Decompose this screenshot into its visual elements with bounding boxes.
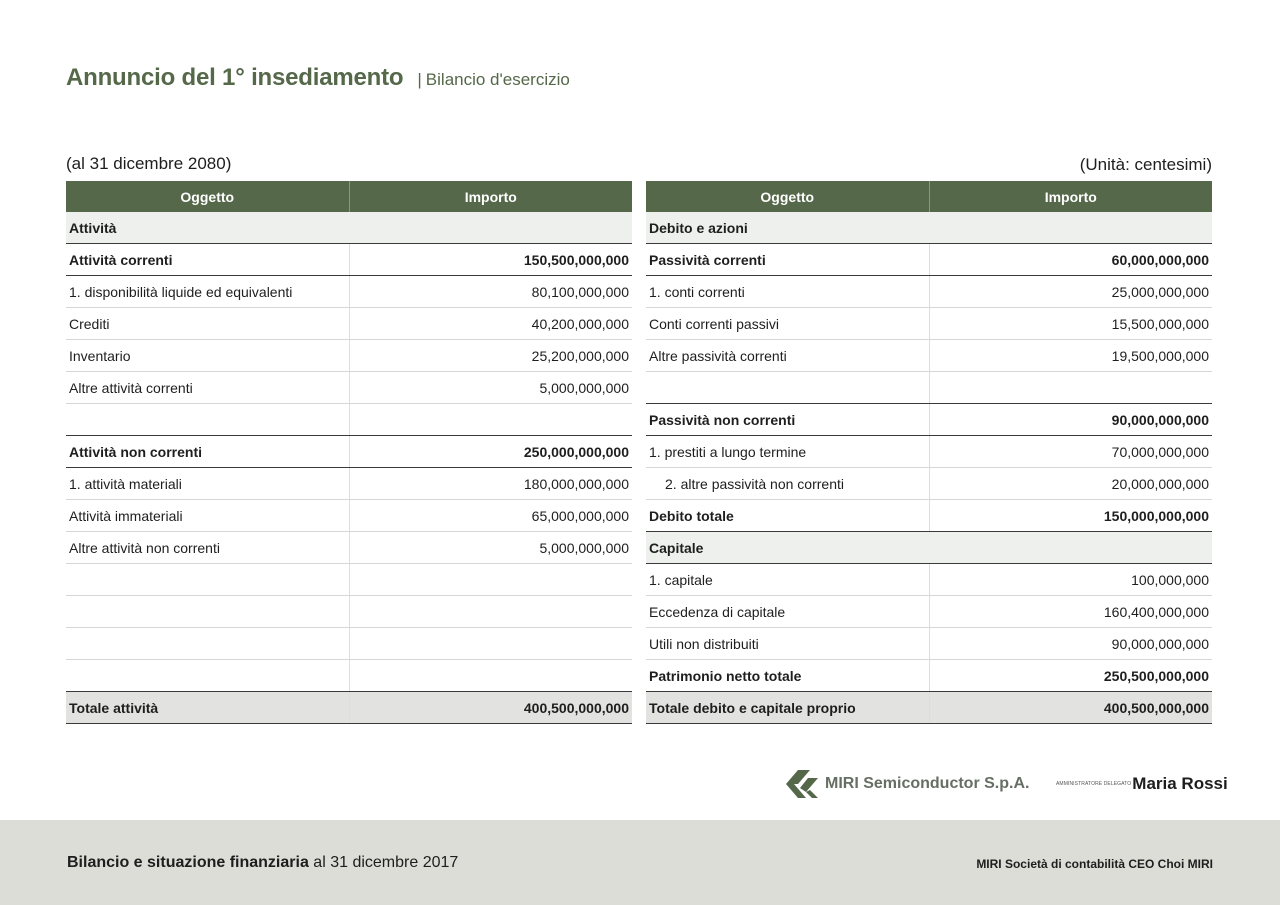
- row-amount: 400,500,000,000: [929, 692, 1212, 724]
- table-row: [646, 596, 1212, 628]
- table-row: [66, 532, 632, 564]
- row-amount: [349, 564, 632, 596]
- subtitle-separator: |: [417, 70, 422, 89]
- unit-note: (Unità: centesimi): [1079, 155, 1212, 174]
- row-amount: 400,500,000,000: [349, 692, 632, 724]
- signatory-role: AMMINISTRATORE DELEGATO: [1056, 781, 1132, 787]
- footer-title: [67, 854, 458, 872]
- table-row: [66, 404, 632, 436]
- table-row: [646, 244, 1212, 276]
- row-amount: [349, 628, 632, 660]
- row-label: Attività immateriali: [66, 500, 349, 532]
- row-amount: 25,000,000,000: [929, 276, 1212, 308]
- row-label: 1. disponibilità liquide ed equivalenti: [66, 276, 349, 308]
- row-label: [646, 372, 929, 404]
- company-name: MIRI Semiconductor S.p.A.: [825, 775, 1030, 792]
- table-row: [646, 628, 1212, 660]
- table-row: [66, 596, 632, 628]
- row-amount: 150,000,000,000: [929, 500, 1212, 532]
- row-label: 2. altre passività non correnti: [646, 468, 929, 500]
- row-amount: 250,500,000,000: [929, 660, 1212, 692]
- table-row: [646, 660, 1212, 692]
- row-amount: 20,000,000,000: [929, 468, 1212, 500]
- table-header-row: [66, 181, 632, 212]
- row-amount: 5,000,000,000: [349, 372, 632, 404]
- row-amount: 160,400,000,000: [929, 596, 1212, 628]
- miri-logo-icon: [784, 768, 820, 800]
- row-amount: 65,000,000,000: [349, 500, 632, 532]
- row-label: Debito e azioni: [646, 212, 1212, 244]
- signature-block: [1056, 774, 1228, 794]
- row-amount: [349, 404, 632, 436]
- column-header-item: Oggetto: [66, 181, 349, 212]
- page-title: Annuncio del 1° insediamento: [66, 64, 404, 91]
- page-subtitle: [417, 70, 569, 90]
- row-amount: 40,200,000,000: [349, 308, 632, 340]
- row-label: [66, 628, 349, 660]
- signatory-name: Maria Rossi: [1132, 774, 1228, 793]
- row-amount: 180,000,000,000: [349, 468, 632, 500]
- table-row: [646, 372, 1212, 404]
- table-row: [66, 212, 632, 244]
- row-label: [66, 404, 349, 436]
- row-label: [66, 660, 349, 692]
- table-row: [66, 436, 632, 468]
- liabilities-table-body: [646, 212, 1212, 724]
- footer-title-date: al 31 dicembre 2017: [313, 854, 459, 871]
- row-label: Passività correnti: [646, 244, 929, 276]
- row-amount: 60,000,000,000: [929, 244, 1212, 276]
- subtitle-text: Bilancio d'esercizio: [425, 70, 570, 89]
- row-label: Altre passività correnti: [646, 340, 929, 372]
- row-label: Attività correnti: [66, 244, 349, 276]
- row-amount: [349, 596, 632, 628]
- row-label: Attività non correnti: [66, 436, 349, 468]
- row-label: [66, 564, 349, 596]
- liabilities-equity-table: [646, 181, 1212, 724]
- table-row: [66, 276, 632, 308]
- table-row: [66, 244, 632, 276]
- row-label: Debito totale: [646, 500, 929, 532]
- table-row: [66, 628, 632, 660]
- row-amount: 90,000,000,000: [929, 404, 1212, 436]
- row-label: 1. capitale: [646, 564, 929, 596]
- row-label: [66, 596, 349, 628]
- table-row: [66, 692, 632, 724]
- table-row: [646, 340, 1212, 372]
- row-label: Capitale: [646, 532, 1212, 564]
- row-label: 1. prestiti a lungo termine: [646, 436, 929, 468]
- column-header-amount: Importo: [929, 181, 1212, 212]
- table-row: [646, 436, 1212, 468]
- row-amount: 19,500,000,000: [929, 340, 1212, 372]
- row-amount: 90,000,000,000: [929, 628, 1212, 660]
- row-label: Patrimonio netto totale: [646, 660, 929, 692]
- page-header: [66, 64, 570, 92]
- report-date: (al 31 dicembre 2080): [66, 154, 232, 173]
- row-label: Crediti: [66, 308, 349, 340]
- row-amount: [929, 372, 1212, 404]
- row-label: 1. conti correnti: [646, 276, 929, 308]
- table-row: [646, 276, 1212, 308]
- row-label: Conti correnti passivi: [646, 308, 929, 340]
- row-amount: 80,100,000,000: [349, 276, 632, 308]
- footer-company: MIRI Società di contabilità CEO Choi MIRI: [976, 857, 1213, 871]
- footer-title-bold: Bilancio e situazione finanziaria: [67, 854, 309, 871]
- row-label: Totale attività: [66, 692, 349, 724]
- table-row: [66, 660, 632, 692]
- table-row: [66, 500, 632, 532]
- table-row: [646, 500, 1212, 532]
- row-amount: 250,000,000,000: [349, 436, 632, 468]
- row-label: Altre attività correnti: [66, 372, 349, 404]
- row-label: Attività: [66, 212, 632, 244]
- row-amount: 5,000,000,000: [349, 532, 632, 564]
- table-header-row: [646, 181, 1212, 212]
- table-row: [66, 372, 632, 404]
- assets-table: [66, 181, 632, 724]
- table-row: [646, 308, 1212, 340]
- row-amount: 15,500,000,000: [929, 308, 1212, 340]
- row-label: Altre attività non correnti: [66, 532, 349, 564]
- row-label: 1. attività materiali: [66, 468, 349, 500]
- table-row: [646, 212, 1212, 244]
- company-brand: [784, 768, 1029, 800]
- row-amount: 70,000,000,000: [929, 436, 1212, 468]
- table-row: [646, 564, 1212, 596]
- row-amount: 25,200,000,000: [349, 340, 632, 372]
- column-header-item: Oggetto: [646, 181, 929, 212]
- table-row: [646, 532, 1212, 564]
- assets-table-body: [66, 212, 632, 724]
- table-row: [646, 468, 1212, 500]
- row-amount: 150,500,000,000: [349, 244, 632, 276]
- table-row: [66, 468, 632, 500]
- page-footer: [0, 820, 1280, 905]
- row-label: Totale debito e capitale proprio: [646, 692, 929, 724]
- table-row: [646, 404, 1212, 436]
- row-amount: 100,000,000: [929, 564, 1212, 596]
- row-label: Utili non distribuiti: [646, 628, 929, 660]
- row-label: Passività non correnti: [646, 404, 929, 436]
- row-amount: [349, 660, 632, 692]
- table-row: [66, 308, 632, 340]
- column-header-amount: Importo: [349, 181, 632, 212]
- table-row: [66, 340, 632, 372]
- table-row: [66, 564, 632, 596]
- row-label: Eccedenza di capitale: [646, 596, 929, 628]
- table-row: [646, 692, 1212, 724]
- row-label: Inventario: [66, 340, 349, 372]
